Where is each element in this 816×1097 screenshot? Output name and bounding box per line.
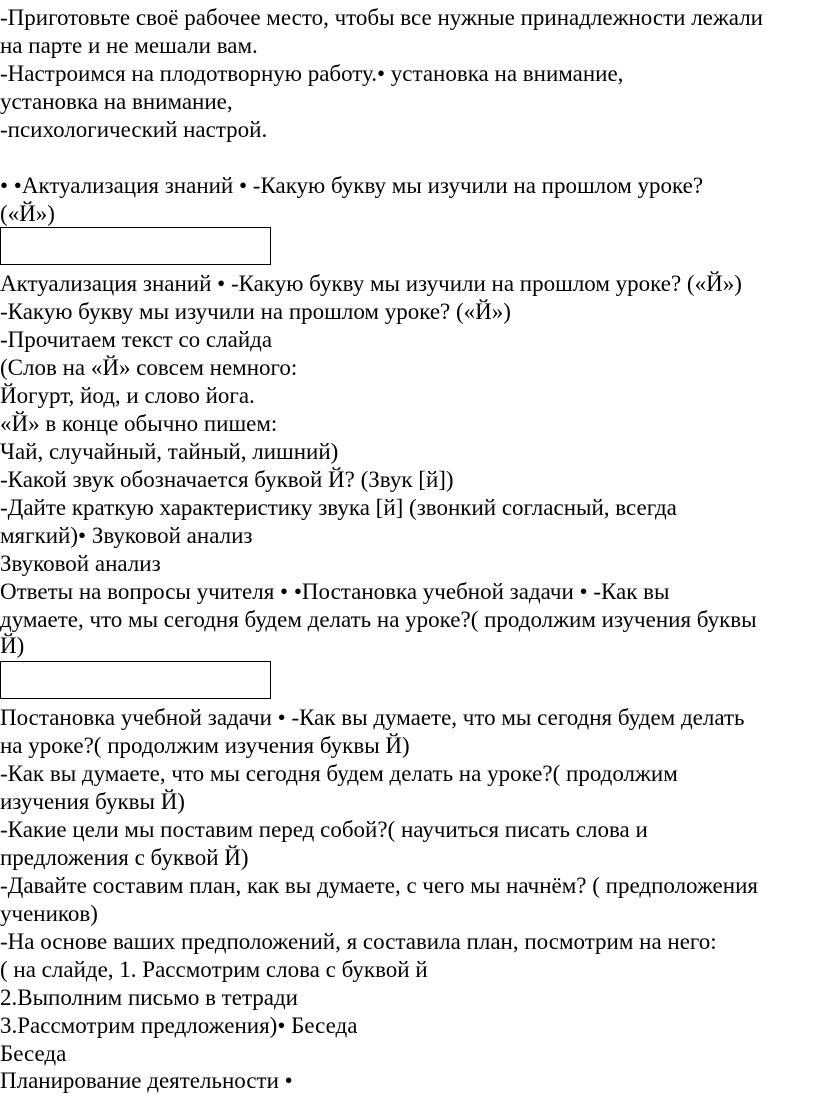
text-line: мягкий)• Звуковой анализ <box>0 523 253 548</box>
text-line: «Й» в конце обычно пишем: <box>0 411 278 436</box>
empty-text-box <box>0 227 271 265</box>
text-line: учеников) <box>0 901 98 926</box>
text-line: 3.Рассмотрим предложения)• Беседа <box>0 1013 358 1038</box>
text-line: -Приготовьте своё рабочее место, чтобы все нужные принадлежности лежали <box>0 5 763 30</box>
text-line: -На основе ваших предположений, я составила план, посмотрим на него: <box>0 929 717 954</box>
empty-text-box <box>0 661 271 699</box>
text-line: («Й») <box>0 201 55 226</box>
text-line: -Какие цели мы поставим перед собой?( научиться писать слова и <box>0 817 648 842</box>
text-line: на уроке?( продолжим изучения буквы Й) <box>0 733 410 758</box>
text-line: ( на слайде, 1. Рассмотрим слова с буквой й <box>0 957 428 982</box>
text-line: • •Актуализация знаний • -Какую букву мы изучили на прошлом уроке? <box>0 173 704 198</box>
text-line: -Какой звук обозначается буквой Й? (Звук [й]) <box>0 467 454 492</box>
text-line: (Слов на «Й» совсем немного: <box>0 355 298 380</box>
text-line: -психологический настрой. <box>0 117 268 142</box>
text-line: -Как вы думаете, что мы сегодня будем делать на уроке?( продолжим <box>0 761 678 786</box>
text-line: установка на внимание, <box>0 89 233 114</box>
text-line: -Какую букву мы изучили на прошлом уроке? («Й») <box>0 299 511 324</box>
text-line: -Дайте краткую характеристику звука [й] (звонкий согласный, всегда <box>0 495 677 520</box>
text-line: предложения с буквой Й) <box>0 845 249 870</box>
text-line: Й) <box>0 633 25 658</box>
text-line: Ответы на вопросы учителя • •Постановка учебной задачи • -Как вы <box>0 579 670 604</box>
text-line: Планирование деятельности • <box>0 1068 293 1093</box>
text-line: на парте и не мешали вам. <box>0 33 258 58</box>
text-line: -Настроимся на плодотворную работу.• установка на внимание, <box>0 61 624 86</box>
text-line: -Давайте составим план, как вы думаете, с чего мы начнём? ( предположения <box>0 873 758 898</box>
text-line: Беседа <box>0 1041 67 1066</box>
text-line: Постановка учебной задачи • -Как вы думаете, что мы сегодня будем делать <box>0 705 745 730</box>
text-line: изучения буквы Й) <box>0 789 185 814</box>
text-line: думаете, что мы сегодня будем делать на уроке?( продолжим изучения буквы <box>0 607 757 632</box>
text-line: 2.Выполним письмо в тетради <box>0 985 298 1010</box>
text-line: Чай, случайный, тайный, лишний) <box>0 439 339 464</box>
text-line: Звуковой анализ <box>0 551 161 576</box>
text-line: Актуализация знаний • -Какую букву мы изучили на прошлом уроке? («Й») <box>0 271 742 296</box>
text-line: -Прочитаем текст со слайда <box>0 327 273 352</box>
text-line: Йогурт, йод, и слово йога. <box>0 383 255 408</box>
